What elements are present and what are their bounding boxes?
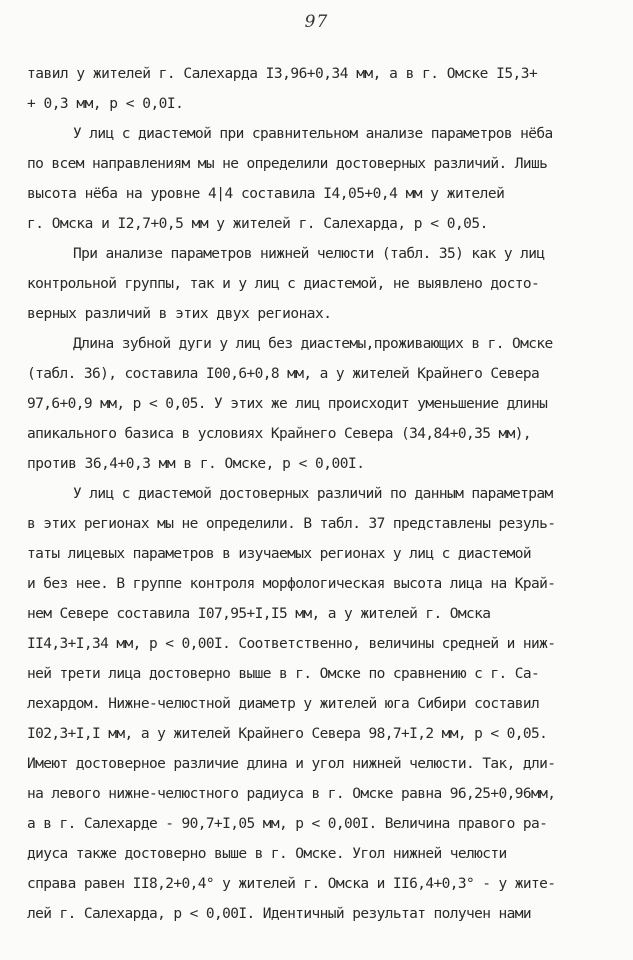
text-line: II4,3+I,34 мм, p < 0,00I. Соответственно, величины средней и ниж- — [27, 636, 556, 652]
text-line: У лиц с диастемой при сравнительном анализе параметров нёба — [73, 126, 553, 142]
text-line: верных различий в этих двух регионах. — [27, 306, 332, 322]
text-line: на левого нижне-челюстного радиуса в г. Омске равна 96,25+0,96мм, — [27, 786, 556, 802]
text-line: в этих регионах мы не определили. В табл. 37 представлены резуль- — [27, 516, 556, 532]
text-line: У лиц с диастемой достоверных различий по данным параметрам — [73, 486, 553, 502]
text-line: ней трети лица достоверно выше в г. Омске по сравнению с г. Са- — [27, 666, 540, 682]
text-line: (табл. 36), составила I00,6+0,8 мм, а у жителей Крайнего Севера — [27, 366, 540, 382]
text-line: а в г. Салехарде - 90,7+I,05 мм, p < 0,00I. Величина правого ра- — [27, 816, 548, 832]
text-line: апикального базиса в условиях Крайнего Севера (34,84+0,35 мм), — [27, 426, 532, 442]
text-line: по всем направлениям мы не определили достоверных различий. Лишь — [27, 156, 548, 172]
text-line: г. Омска и I2,7+0,5 мм у жителей г. Салехарда, p < 0,05. — [27, 216, 488, 232]
text-line: высота нёба на уровне 4|4 составила I4,05+0,4 мм у жителей — [27, 186, 505, 202]
text-line: нем Севере составила I07,95+I,I5 мм, а у жителей г. Омска — [27, 606, 491, 622]
text-line: Длина зубной дуги у лиц без диастемы,проживающих в г. Омске — [73, 336, 553, 352]
text-line: и без нее. В группе контроля морфологическая высота лица на Край- — [27, 576, 556, 592]
text-line: При анализе параметров нижней челюсти (табл. 35) как у лиц — [73, 246, 545, 262]
text-line: + 0,3 мм, p < 0,0I. — [27, 96, 184, 112]
text-line: лей г. Салехарда, p < 0,00I. Идентичный результат получен нами — [27, 906, 532, 922]
text-line: Имеют достоверное различие длина и угол нижней челюсти. Так, дли- — [27, 756, 556, 772]
page-number: 97 — [304, 12, 329, 32]
text-line: I02,3+I,I мм, а у жителей Крайнего Севера 98,7+I,2 мм, p < 0,05. — [27, 726, 548, 742]
text-line: справа равен II8,2+0,4° у жителей г. Омска и II6,4+0,3° - у жите- — [27, 876, 556, 892]
text-line: тавил у жителей г. Салехарда I3,96+0,34 мм, а в г. Омске I5,3+ — [27, 66, 538, 82]
text-line: против 36,4+0,3 мм в г. Омске, p < 0,00I. — [27, 456, 365, 472]
text-line: диуса также достоверно выше в г. Омске. Угол нижней челюсти — [27, 846, 507, 862]
text-line: лехардом. Нижне-челюстной диаметр у жителей юга Сибири составил — [27, 696, 540, 712]
text-line: 97,6+0,9 мм, p < 0,05. У этих же лиц происходит уменьшение длины — [27, 396, 548, 412]
text-line: таты лицевых параметров в изучаемых регионах у лиц с диастемой — [27, 546, 532, 562]
text-line: контрольной группы, так и у лиц с диастемой, не выявлено досто- — [27, 276, 540, 292]
